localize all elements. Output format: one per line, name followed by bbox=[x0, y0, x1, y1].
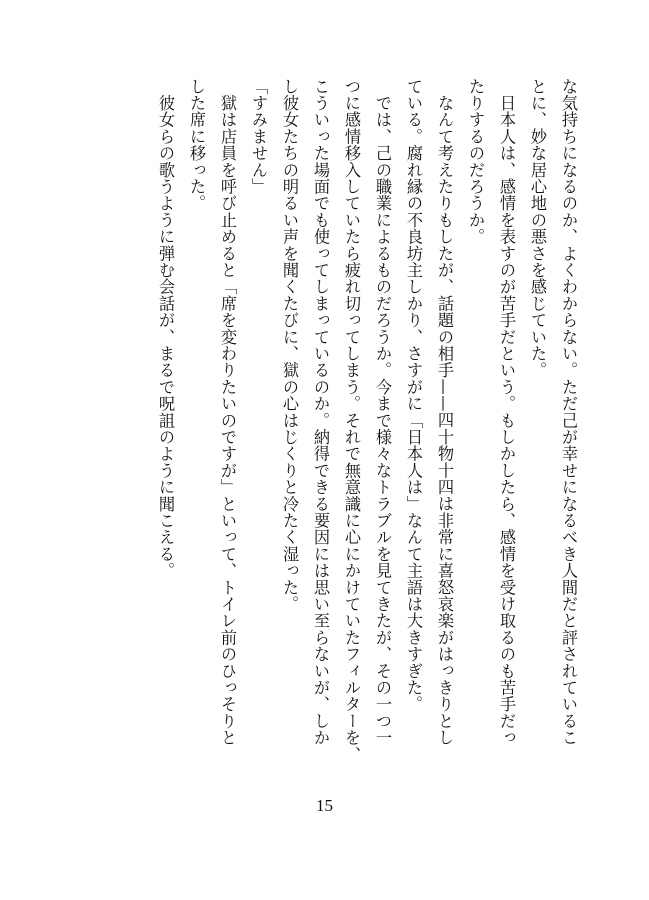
text-line: なんて考えたりもしたが、話題の相手——四十物十四は非常に喜怒哀楽がはっきりとし bbox=[435, 78, 454, 746]
text-line: では、己の職業によるものだろうか。今まで様々なトラブルを見てきたが、その一つ一 bbox=[373, 78, 392, 746]
text-line: ている。腐れ縁の不良坊主しかり、さすがに「日本人は」なんて主語は大きすぎた。 bbox=[404, 78, 423, 713]
body-text bbox=[150, 78, 584, 763]
text-line: 「すみません」 bbox=[249, 78, 268, 195]
text-line: とに、妙な居心地の悪さを感じていた。 bbox=[528, 78, 547, 379]
text-line: した席に移った。 bbox=[187, 78, 206, 212]
text-line: し彼女たちの明るい声を聞くたびに、獄の心はじくりと冷たく湿った。 bbox=[280, 78, 299, 613]
page-number: 15 bbox=[316, 796, 333, 815]
text-line: な気持ちになるのか、よくわからない。ただ己が幸せになるべき人間だと評されているこ bbox=[559, 78, 578, 746]
text-line: 日本人は、感情を表すのが苦手だという。もしかしたら、感情を受け取るのも苦手だっ bbox=[497, 78, 516, 746]
text-line: つに感情移入していたら疲れ切ってしまう。それで無意識に心にかけていたフィルターを、 bbox=[342, 78, 361, 763]
text-line: たりするのだろうか。 bbox=[466, 78, 485, 245]
text-line: こういった場面でも使ってしまっているのか。納得できる要因には思い至らないが、しか bbox=[311, 78, 330, 746]
text-line: 彼女らの歌うように弾む会話が、まるで呪詛のように聞こえる。 bbox=[156, 78, 175, 579]
text-line: 獄は店員を呼び止めると「席を変わりたいのですが」といって、トイレ前のひっそりと bbox=[218, 78, 237, 746]
